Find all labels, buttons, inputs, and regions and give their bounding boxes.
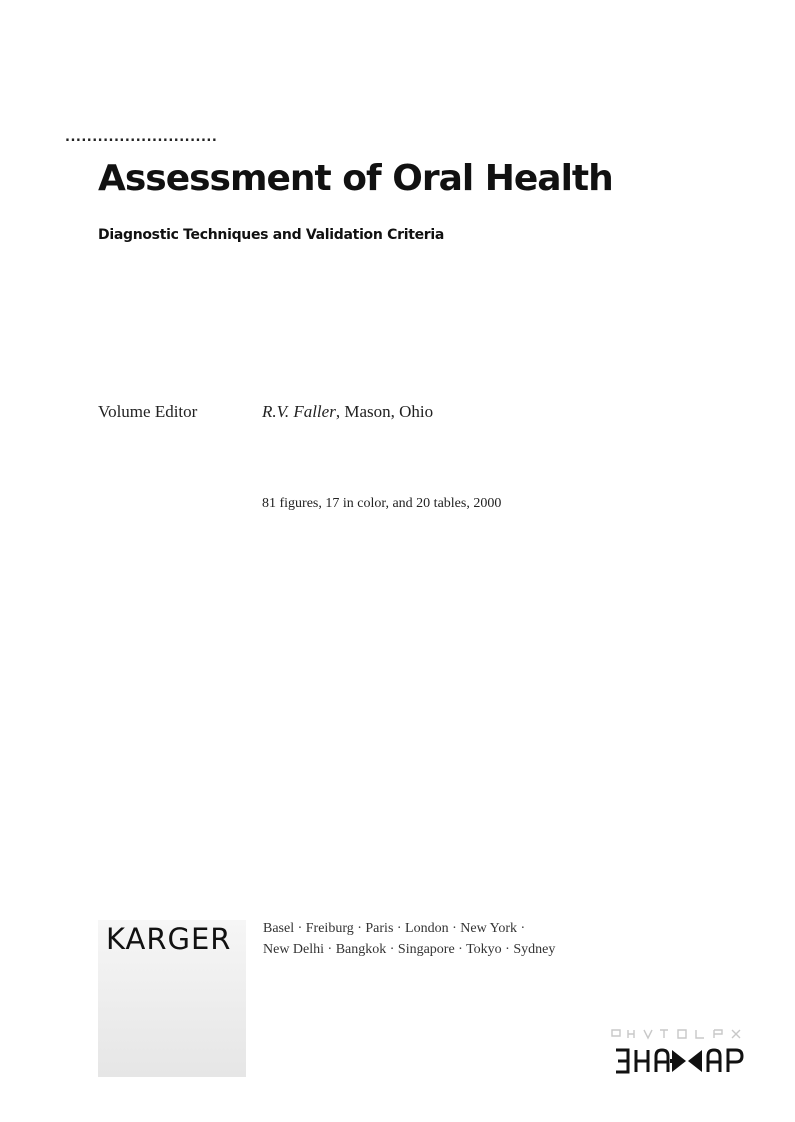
volume-editor bbox=[262, 402, 433, 422]
book-title: Assessment of Oral Health bbox=[98, 158, 613, 199]
dotted-rule: ............................ bbox=[65, 130, 218, 145]
editor-name: R.V. Faller bbox=[262, 402, 336, 421]
figures-note: 81 figures, 17 in color, and 20 tables, 2000 bbox=[262, 496, 502, 511]
library-stamp bbox=[604, 1024, 764, 1088]
publisher-logo: KARGER bbox=[106, 922, 232, 956]
book-subtitle: Diagnostic Techniques and Validation Criteria bbox=[98, 227, 445, 243]
cities-line-1: Basel · Freiburg · Paris · London · New York · bbox=[263, 921, 526, 936]
volume-editor-label: Volume Editor bbox=[98, 402, 198, 421]
editor-location: , Mason, Ohio bbox=[335, 402, 434, 421]
publisher-cities bbox=[263, 918, 555, 960]
cities-line-2: New Delhi · Bangkok · Singapore · Tokyo · Sydney bbox=[263, 942, 556, 957]
